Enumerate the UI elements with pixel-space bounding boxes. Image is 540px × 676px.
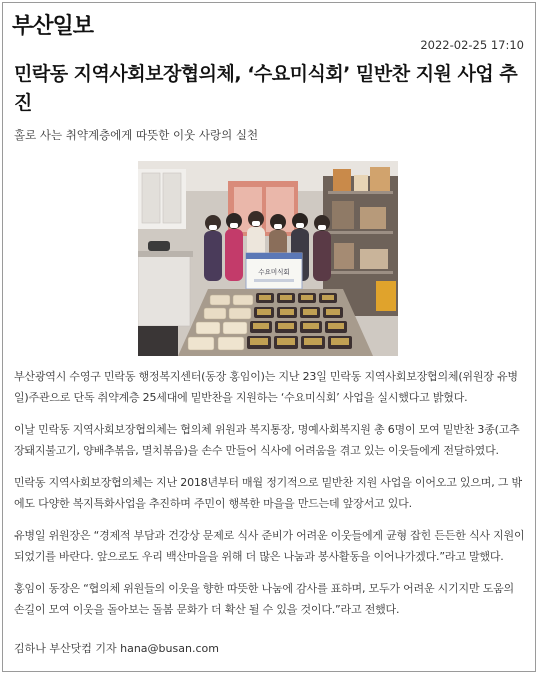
article-headline: 민락동 지역사회보장협의체, ‘수요미식회’ 밑반찬 지원 사업 추진 <box>14 63 518 114</box>
article-subtitle: 홀로 사는 취약계층에게 따뜻한 이웃 사랑의 실천 <box>14 128 259 142</box>
photo-banner-text: 수요미식회 <box>258 268 290 276</box>
article-paragraph: 유병일 위원장은 “경제적 부담과 건강상 문제로 식사 준비가 어려운 이웃들에게 균형 잡힌 든든한 식사 지원이 되었기를 바란다. 앞으로도 우리 백산마을을 위해 더 많은 나눔과 봉사활동을 이어나가겠다.”라고 말했다. <box>14 529 525 563</box>
article-paragraph: 민락동 지역사회보장협의체는 지난 2018년부터 매월 정기적으로 밑반찬 지원 사업을 이어오고 있으며, 그 밖에도 다양한 복지특화사업을 추진하며 주민이 행복한 마을을 만드는데 앞장서고 있다. <box>14 476 522 510</box>
article-photo <box>138 161 398 356</box>
article-paragraph: 부산광역시 수영구 민락동 행정복지센터(동장 홍임이)는 지난 23일 민락동 지역사회보장협의체(위원장 유병일)주관으로 단독 취약계층 25세대에 밑반찬을 지원하는 ‘수요미식회’ 사업을 실시했다고 밝혔다. <box>14 370 518 404</box>
newspaper-logo[interactable]: 부산일보 <box>12 14 94 39</box>
publish-date: 2022-02-25 17:10 <box>420 38 524 52</box>
article-paragraph: 홍임이 동장은 “협의체 위원들의 이웃을 향한 따뜻한 나눔에 감사를 표하며, 모두가 어려운 시기지만 도움의 손길이 모여 이웃을 돌아보는 돌봄 문화가 더 확산 될 수 있을 것이다.”라고 전했다. <box>14 582 514 616</box>
author-byline: 김하나 부산닷컴 기자 hana@busan.com <box>14 642 219 655</box>
article-body <box>14 366 526 631</box>
article-paragraph: 이날 민락동 지역사회보장협의체는 협의체 위원과 복지통장, 명예사회복지원 총 6명이 모여 밑반찬 3종(고추장돼지불고기, 양배추볶음, 멸치볶음)을 손수 만들어 식사에 어려움을 겪고 있는 이웃들에게 전달하였다. <box>14 423 520 457</box>
